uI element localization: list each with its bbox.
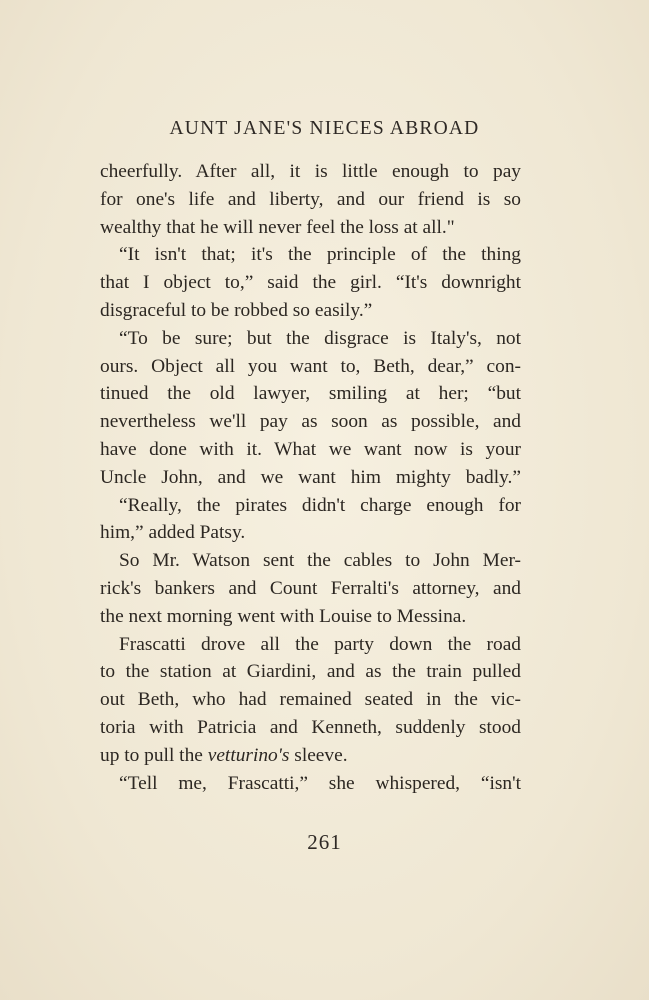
text-fragment: up to pull the: [100, 744, 208, 766]
text-line: Uncle John, and we want him mighty badly.”: [100, 466, 521, 488]
text-line: “To be sure; but the disgrace is Italy's, not: [119, 327, 521, 349]
page-number: 261: [307, 830, 342, 854]
text-line: out Beth, who had remained seated in the vic-: [100, 689, 521, 711]
text-line: cheerfully. After all, it is little enough to pay: [100, 161, 521, 182]
text-line: Frascatti drove all the party down the road: [119, 633, 521, 655]
running-header: AUNT JANE'S NIECES ABROAD: [169, 118, 480, 139]
text-line: toria with Patricia and Kenneth, suddenly stood: [100, 716, 521, 738]
text-line: rick's bankers and Count Ferralti's attorney, and: [100, 577, 521, 599]
text-fragment: sleeve.: [289, 744, 348, 766]
text-line: have done with it. What we want now is your: [100, 438, 521, 460]
text-line: him,” added Patsy.: [100, 522, 246, 544]
text-line: “Tell me, Frascatti,” she whispered, “isn't: [119, 772, 521, 794]
text-line: nevertheless we'll pay as soon as possible, and: [100, 411, 521, 433]
text-line: “Really, the pirates didn't charge enough for: [119, 494, 521, 516]
text-line: [100, 742, 521, 770]
page-body-text: [100, 158, 521, 797]
text-line: that I object to,” said the girl. “It's downright: [100, 272, 521, 294]
text-line: for one's life and liberty, and our friend is so: [100, 188, 521, 210]
text-line: to the station at Giardini, and as the train pulled: [100, 661, 521, 683]
italic-word: vetturino's: [207, 744, 290, 766]
text-line: disgraceful to be robbed so easily.”: [100, 299, 373, 321]
text-line: tinued the old lawyer, smiling at her; “but: [100, 383, 521, 405]
text-line: the next morning went with Louise to Messina.: [100, 605, 467, 627]
text-line: ours. Object all you want to, Beth, dear,” con-: [100, 355, 521, 377]
text-line: “It isn't that; it's the principle of the thing: [119, 244, 521, 266]
text-line: So Mr. Watson sent the cables to John Mer-: [119, 550, 521, 572]
text-line: wealthy that he will never feel the loss at all.": [100, 216, 455, 238]
